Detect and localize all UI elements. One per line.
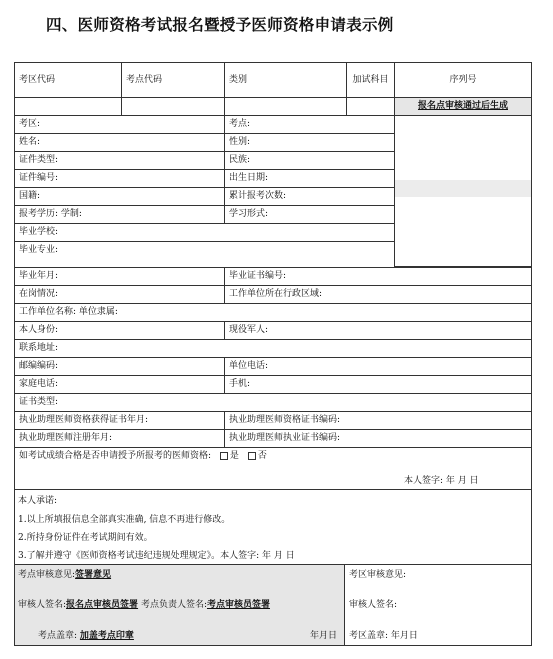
area-opinion-label: 考区审核意见: [349,570,407,580]
photo-shade [395,180,531,197]
study-form-field: 学习形式: [224,205,395,224]
area-reviewer-label: 审核人签名: [349,600,398,610]
reviewer-label: 审核人签名: [18,600,67,610]
site-reviewers [18,600,270,611]
ethnicity-field: 民族: [224,151,395,170]
exam-area-code-cell [14,97,122,116]
site-code-cell [121,97,225,116]
gender-field: 性别: [224,133,395,152]
work-unit-field: 工作单位名称: 单位隶属: [14,303,532,322]
header-category: 类别 [224,62,347,98]
birth-date-field: 出生日期: [224,169,395,188]
grad-year-field: 毕业年月: [14,267,225,286]
asst-cert-date-field: 执业助理医师资格获得证书年月: [14,411,225,430]
id-type-field: 证件类型: [14,151,225,170]
exam-area-field: 考区: [14,115,225,134]
site-seal-value: 加盖考点印章 [79,631,134,641]
cert-type-field: 证书类型: [14,393,532,412]
promise-item-1: 1.以上所填报信息全部真实准确, 信息不再进行修改。 [18,515,231,525]
name-field: 姓名: [14,133,225,152]
yes-checkbox[interactable] [220,452,228,460]
major-field: 毕业专业: [14,241,395,268]
work-phone-field: 单位电话: [224,357,532,376]
asst-cert-no-field: 执业助理医师资格证书编码: [224,411,532,430]
header-exam-area-code: 考区代码 [14,62,122,98]
promise-heading: 本人承诺: [18,496,58,506]
application-form [14,62,532,646]
postcode-field: 邮编编码: [14,357,225,376]
promise-item-2: 2.所持身份证件在考试期间有效。 [18,533,153,543]
header-site-code: 考点代码 [121,62,225,98]
page-title: 四、医师资格考试报名暨授予医师资格申请表示例 [46,16,394,34]
site-date: 年月日 [310,631,338,641]
mobile-field: 手机: [224,375,532,394]
promise-item-3: 3.了解并遵守《医师资格考试违纪违规处理规定》。本人签字: 年 月 日 [18,551,295,561]
apply-question: 如考试成绩合格是否申请授予所报考的医师资格: [19,451,212,461]
site-opinion-value: 签署意见 [75,570,112,580]
header-extra-subject: 加试科目 [346,62,395,98]
address-field: 联系地址: [14,339,532,358]
no-label: 否 [257,451,267,461]
site-head-label: 考点负责人签名: [140,600,207,610]
category-cell [224,97,347,116]
asst-reg-date-field: 执业助理医师注册年月: [14,429,225,448]
site-seal-label: 考点盖章: [38,631,78,641]
work-region-field: 工作单位所在行政区域: [224,285,532,304]
serial-note: 报名点审核通过后生成 [394,97,532,116]
site-seal [38,631,134,642]
no-checkbox[interactable] [248,452,256,460]
nationality-field: 国籍: [14,187,225,206]
apply-signature: 本人签字: 年 月 日 [404,476,479,486]
education-field: 报考学历: 学制: [14,205,225,224]
site-opinion-label: 考点审核意见: [18,570,76,580]
identity-field: 本人身份: [14,321,225,340]
yes-label: 是 [229,451,239,461]
id-no-field: 证件编号: [14,169,225,188]
cert-no-field: 毕业证书编号: [224,267,532,286]
reviewer-value: 报名点审核员签署 [66,600,139,610]
extra-subject-cell [346,97,395,116]
exam-site-field: 考点: [224,115,395,134]
attempts-field: 累计报考次数: [224,187,395,206]
school-field: 毕业学校: [14,223,395,242]
area-seal-label: 考区盖章: 年月日 [349,631,418,641]
header-serial-no: 序列号 [394,62,532,98]
site-opinion [18,570,111,581]
asst-license-no-field: 执业助理医师执业证书编码: [224,429,532,448]
military-field: 现役军人: [224,321,532,340]
employment-field: 在岗情况: [14,285,225,304]
site-head-value: 考点审核员签署 [206,600,270,610]
home-phone-field: 家庭电话: [14,375,225,394]
